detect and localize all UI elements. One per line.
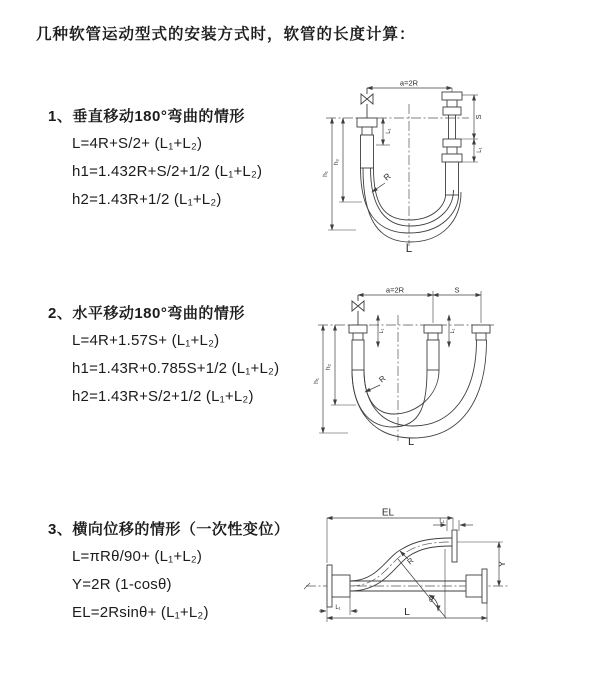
right-flange [466,569,487,603]
dimension-h1 [322,118,356,230]
dimension-a2r [358,286,481,324]
left-flange-fitting [349,325,367,370]
formula-line: L=4R+S/2+ (L₁+L₂) [72,135,203,152]
dimension-l1-left [319,597,358,615]
centerline [318,315,494,441]
diagram-vertical-180-bend [312,78,600,256]
section-3-heading: 3、横向位移的情形（一次性变位） [48,521,290,538]
dimension-l1-left [378,315,385,347]
section-1-heading: 1、垂直移动180°弯曲的情形 [48,108,245,125]
dim-label-l1: L₁ [477,147,483,153]
formula-line: EL=2Rsinθ+ (L₁+L₂) [72,604,209,621]
angle-label: θ [429,597,433,604]
length-label: L [405,243,413,255]
dim-label-l1: L₁ [439,518,445,525]
upper-flange [452,530,503,562]
formula-line: Y=2R (1-cosθ) [72,576,172,593]
page-title: 几种软管运动型式的安装方式时，软管的长度计算： [36,26,416,43]
formula-line: h2=1.43R+1/2 (L₁+L₂) [72,191,222,208]
formula-line: L=πRθ/90+ (L₁+L₂) [72,548,203,565]
braided-hose [361,135,374,168]
right-flange-fitting-upper [442,92,462,139]
formula-line: h1=1.43R+0.785S+1/2 (L₁+L₂) [72,360,280,377]
dim-label-el: EL [381,507,395,519]
middle-flange-fitting [424,325,442,370]
formula-line: h2=1.43R+S/2+1/2 (L₁+L₂) [72,388,254,405]
valve-icon [361,88,373,118]
dim-label-l1: L₁ [379,328,385,334]
dimension-s [433,286,481,296]
hose-displaced-position [350,538,452,591]
dimension-h1 [313,325,348,433]
dim-label-l1: L₁ [386,128,392,134]
radius-label: R [377,373,388,385]
dimension-y [497,542,507,586]
dim-label-h1: h₁ [322,171,329,177]
braided-hose [446,162,459,195]
valve-icon [352,295,364,325]
dim-label-a2r: a=2R [399,78,419,88]
braided-hose [352,340,364,370]
section-2-heading: 2、水平移动180°弯曲的情形 [48,305,245,322]
radius-label: R [381,170,393,183]
dimension-h2 [325,325,356,405]
right-flange-fitting-moved [472,325,490,340]
dim-label-h1: h₁ [313,378,320,384]
dimension-l1-flange [376,118,392,145]
length-label: L [407,436,415,448]
diagram-horizontal-180-bend [308,283,600,448]
dim-label-l: L [404,606,410,618]
dimension-h2 [333,118,362,202]
diagram-lateral-displacement [298,505,600,647]
radius-leader [365,374,388,392]
dim-label-s: S [454,285,460,295]
formula-line: L=4R+1.57S+ (L₁+L₂) [72,332,220,349]
dimension-el [327,508,453,564]
dim-label-s: S [474,114,483,120]
right-flange-fitting-lower [442,139,462,195]
dimension-l [327,603,487,622]
dimension-s-right [459,95,483,162]
formula-line: h1=1.432R+S/2+1/2 (L₁+L₂) [72,163,263,180]
radius-label: R [405,555,416,567]
dim-label-h2: h₂ [333,158,340,166]
dimension-l1-mid [449,315,456,347]
left-flange-fitting [357,118,377,168]
dim-label-l1: L₁ [450,328,456,334]
dim-label-l1: L₁ [335,605,341,611]
dim-label-a2r: a=2R [385,285,405,295]
dim-label-h2: h₂ [325,363,332,371]
braided-hose [427,340,439,370]
left-flange [327,565,350,607]
dimension-a2r [367,79,452,93]
u-bend-hose-position1 [352,370,439,427]
dim-label-y: Y [497,561,507,567]
